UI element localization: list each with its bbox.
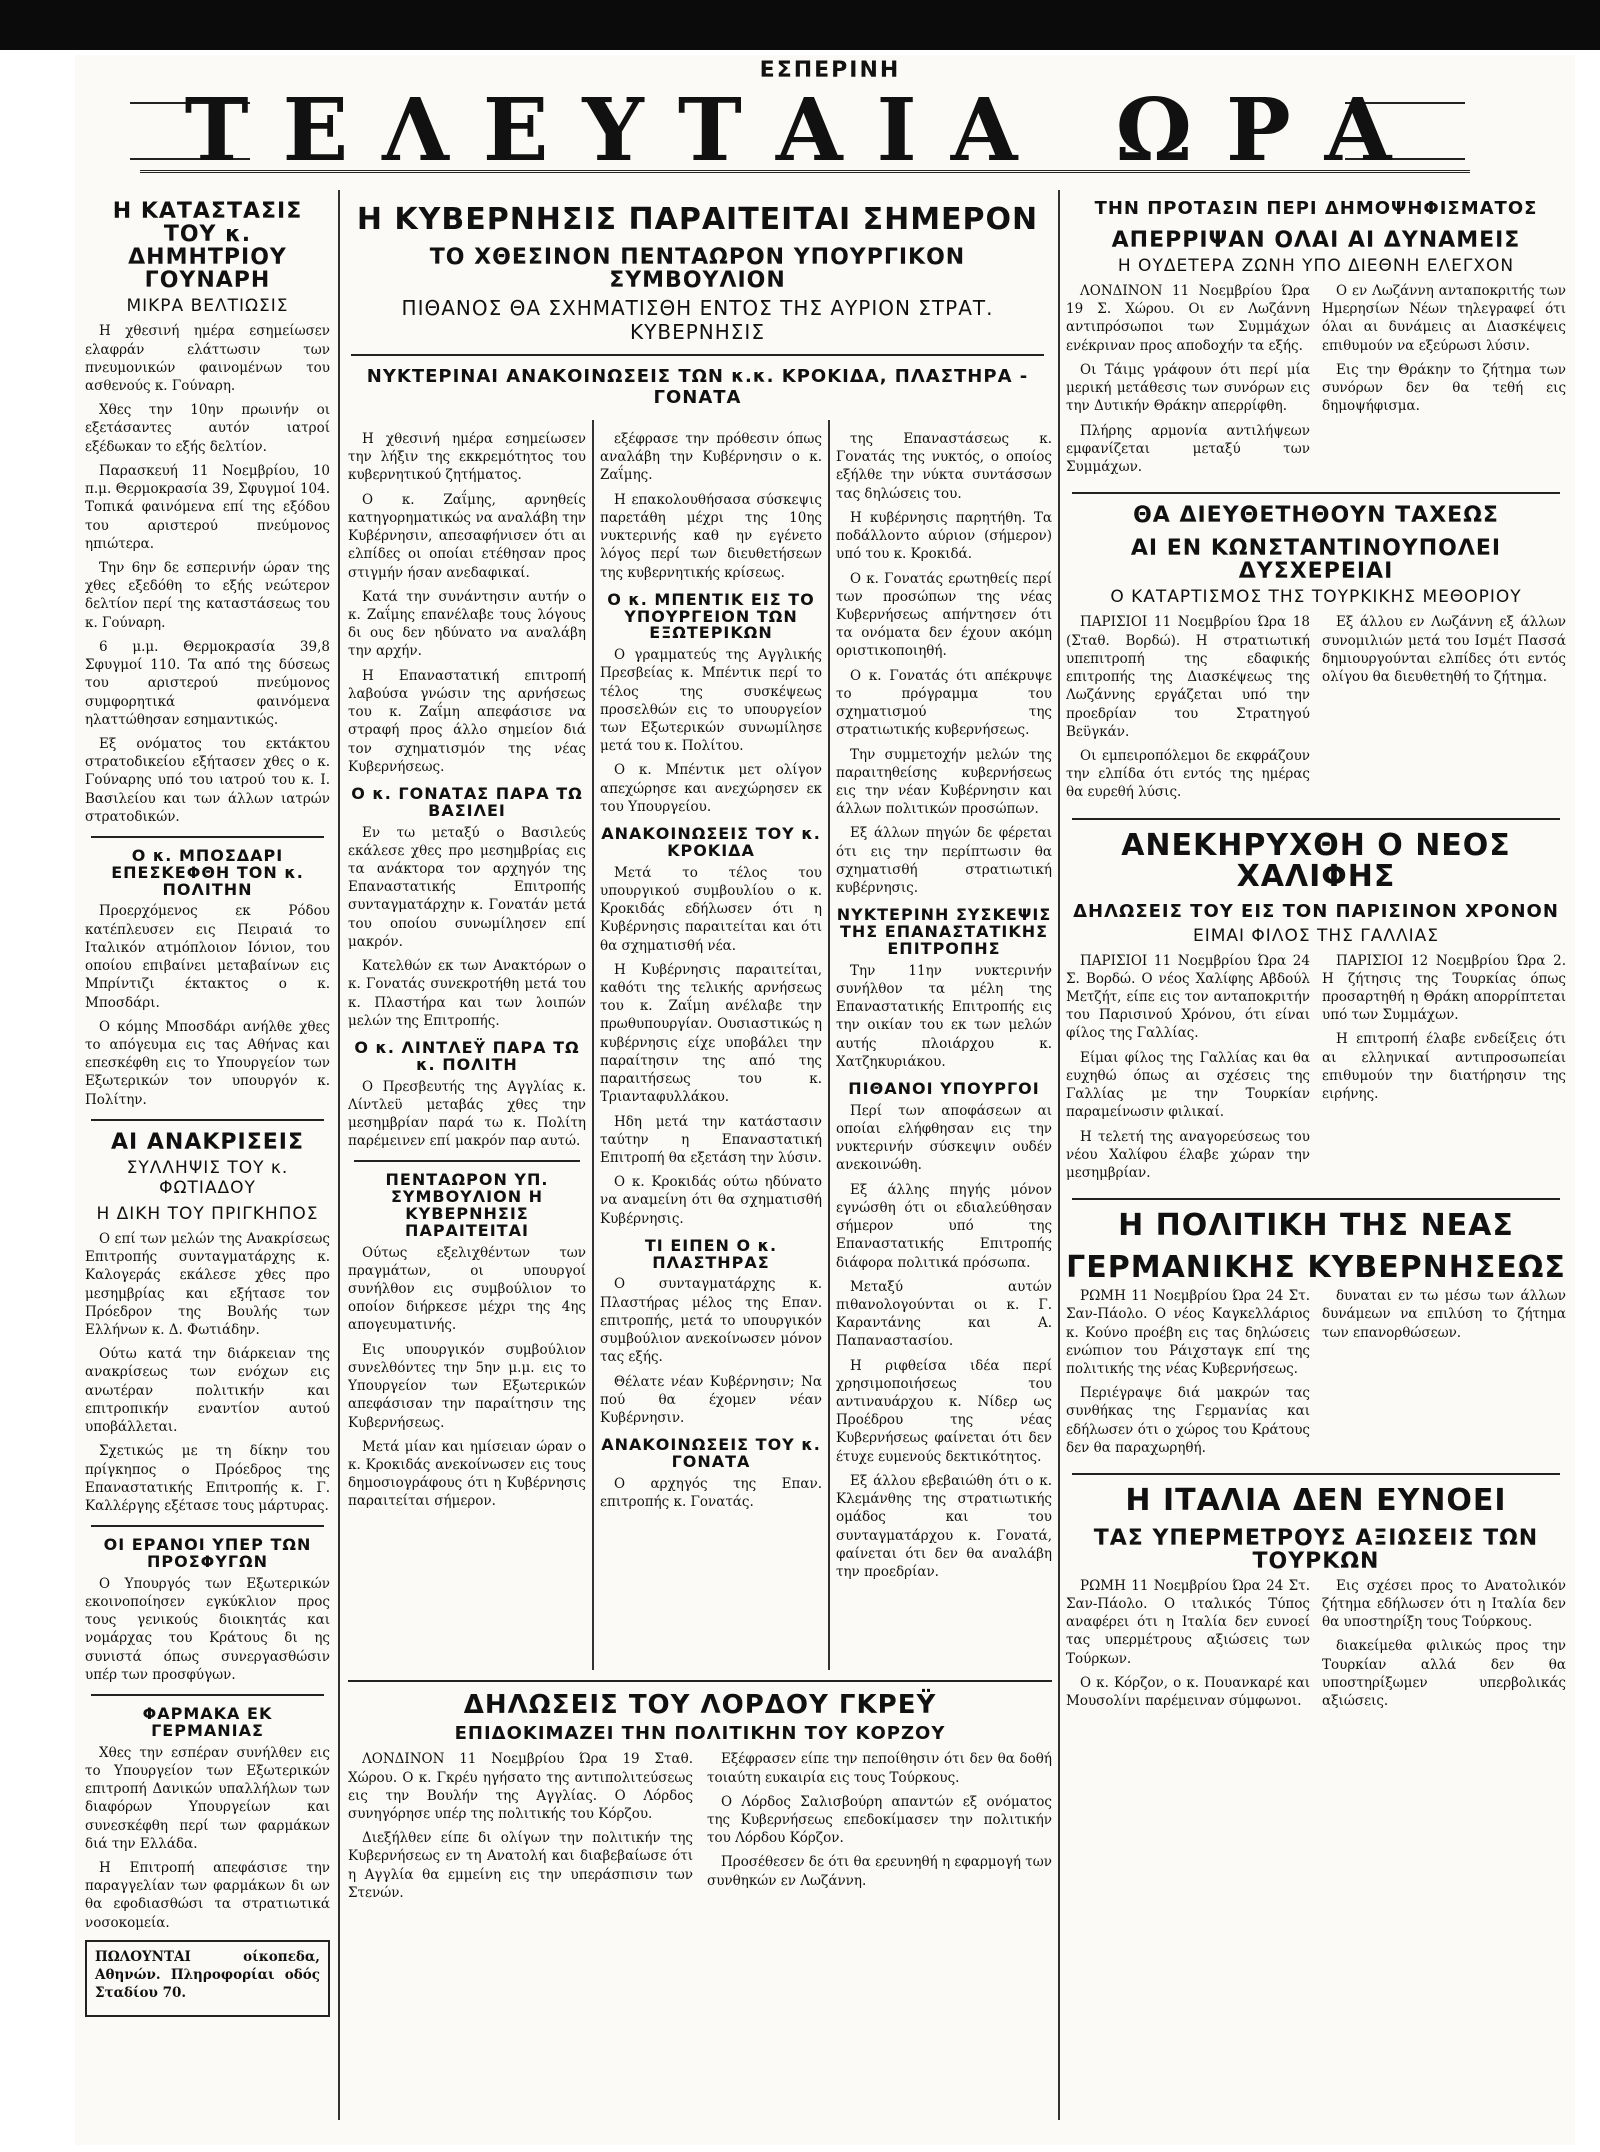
headline: ΓΕΡΜΑΝΙΚΗΣ ΚΥΒΕΡΝΗΣΕΩΣ	[1066, 1249, 1566, 1285]
headline: ΘΑ ΔΙΕΥΘΕΤΗΘΟΥΝ ΤΑΧΕΩΣ	[1133, 503, 1499, 529]
divider	[91, 1694, 324, 1696]
paragraph: Η κυβέρνησις παρητήθη. Τα ποδάλλοντο αύριον (σήμερον) υπό του κ. Κροκιδά.	[836, 509, 1052, 563]
paragraph: Προσέθεσεν δε ότι θα ερευνηθή η εφαρμογή των συνθηκών εν Λωζάννη.	[707, 1854, 1052, 1889]
story-column	[707, 1750, 1052, 1908]
column-left	[85, 190, 330, 2130]
paragraph: Εξ άλλου εβεβαιώθη ότι ο κ. Κλεμάνθης της στρατιωτικής ομάδος και του συνταγματάρχου κ. Γονατά, φαίνεται ότι δεν θα αναλάβη την προεδρίαν.	[836, 1472, 1052, 1580]
paragraph: Ο συνταγματάρχης κ. Πλαστήρας μέλος της Επαν. επιτροπής, μετά το υπουργικόν συμβούλιον ανεκοίνωσεν μόνον τας εξής.	[600, 1276, 822, 1366]
story-column	[1066, 613, 1310, 807]
paragraph: Ο αρχηγός της Επαν. επιτροπής κ. Γονατάς.	[600, 1475, 822, 1511]
paragraph: Ο κόμης Μποσδάρι ανήλθε χθες το απόγευμα εις τας Αθήνας και επεσκέφθη εις το Υπουργείον των Εξωτερικών τον υπουργόν κ. Πολίτην.	[85, 1018, 330, 1108]
paragraph: Η Κυβέρνησις παραιτείται, καθότι της τελικής αρνήσεως του κ. Ζαΐμη ανέλαβε την πρωθυπουργίαν. Ουσιαστικώς η κυβέρνησις είχε υποβάλει την παραίτησιν της από της παραιτήσεως του κ. Τριανταφυλλάκου.	[600, 961, 822, 1106]
paragraph: Ο κ. Κόρζον, ο κ. Πουανκαρέ και Μουσολίνι παρέμειναν σύμφωνοι.	[1066, 1674, 1310, 1710]
story-column	[1322, 282, 1566, 482]
lord-grey-story	[348, 1680, 1052, 2132]
column-rule	[338, 190, 340, 2120]
paragraph: Διεξήλθεν είπε δι ολίγων την πολιτικήν της Κυβερνήσεως εν τη Ανατολή και διαβεβαίωσε ότι η Αγγλία θα εμμείνη εις την υπεράσπισιν των Στενών.	[348, 1830, 693, 1901]
story-column	[348, 1750, 693, 1908]
paragraph: Εις σχέσει προς το Ανατολικόν ζήτημα εδήλωσεν ότι η Ιταλία δεν θα υποστηρίξη τους Τούρκους.	[1322, 1577, 1566, 1631]
story-columns	[1066, 1287, 1566, 1463]
column-rule	[828, 420, 830, 1670]
paragraph: Εξ άλλης πηγής μόνον εγνώσθη ότι οι εδιαλεύθησαν σήμερον υπό της Επαναστατικής Επιτροπής διάφορα πολιτικά πρόσωπα.	[836, 1181, 1052, 1271]
headline: Η ΚΑΤΑΣΤΑΣΙΣ ΤΟΥ κ. ΔΗΜΗΤΡΙΟΥ ΓΟΥΝΑΡΗ	[112, 199, 303, 294]
paragraph: Ο Υπουργός των Εξωτερικών εκοινοποίησεν εγκύκλιον προς τους γενικούς διοικητάς και νομάρχας του Κράτους δι ης συνιστά όπως συνεργασθώσιν υπέρ των προσφύγων.	[85, 1575, 330, 1683]
paragraph: Οι εμπειροπόλεμοι δε εκφράζουν την ελπίδα ότι εντός της ημέρας θα ευρεθή λύσις.	[1066, 747, 1310, 801]
column-rule	[592, 420, 594, 1670]
paragraph: Ο κ. Γονατάς ότι απέκρυψε το πρόγραμμα του σχηματισμού της στρατιωτικής κυβερνήσεως.	[836, 667, 1052, 739]
section-headline: ΝΥΚΤΕΡΙΝΑΙ ΑΝΑΚΟΙΝΩΣΕΙΣ ΤΩΝ κ.κ. ΚΡΟΚΙΔΑ, ΠΛΑΣΤΗΡΑ - ΓΟΝΑΤΑ	[366, 365, 1029, 408]
paragraph: διακείμεθα φιλικώς προς την Τουρκίαν αλλά δεν θα υποστηρίξωμεν υπερβολικάς αξιώσεις.	[1322, 1638, 1566, 1710]
paragraph: ΡΩΜΗ 11 Νοεμβρίου Ώρα 24 Στ. Σαν-Πάολο. Ο νέος Καγκελλάριος κ. Κούνο προέβη εις τας δηλώσεις ενώπιον του Ράιχσταγκ επί της πολιτικής της νέας Κυβερνήσεως.	[1066, 1288, 1310, 1378]
headline: Η ΠΟΛΙΤΙΚΗ ΤΗΣ ΝΕΑΣ	[1118, 1208, 1514, 1244]
story-column	[1066, 1287, 1310, 1463]
divider	[91, 836, 324, 838]
headline: ΑΙ ΑΝΑΚΡΙΣΕΙΣ	[111, 1129, 304, 1155]
paragraph: Χθες την 10ην πρωινήν οι εξετάσαντες αυτόν ιατροί εξέδωκαν το εξής δελτίον.	[85, 402, 330, 455]
paragraph: της Επαναστάσεως κ. Γονατάς της νυκτός, ο οποίος εξήλθε την νύκτα συντάσσων τας δηλώσεις του.	[836, 431, 1052, 502]
divider	[1072, 818, 1560, 820]
paragraph: Η Επαναστατική επιτροπή λαβούσα γνώσιν της αρνήσεως του κ. Ζαΐμη απεφάσισε να στραφή προς άλλο σημείον διά τον σχηματισμόν της νέας Κυβερνήσεως.	[348, 667, 586, 775]
paragraph: Ο επί των μελών της Ανακρίσεως Επιτροπής συνταγματάρχης κ. Καλογεράς εκάλεσε χθες προ μεσημβρίας και εξήτασε τον Πρόεδρον της Βουλής των Ελλήνων κ. Δ. Φωτιάδην.	[85, 1230, 330, 1339]
center-column-a	[348, 430, 586, 1670]
story-columns	[1066, 613, 1566, 807]
paragraph: Ούτως εξελιχθέντων των πραγμάτων, οι υπουργοί συνήλθον εις συμβούλιον το οποίον διήρκεσε μέχρι της 4ης απογευματινής.	[348, 1244, 586, 1334]
paragraph: ΛΟΝΔΙΝΟΝ 11 Νοεμβρίου Ώρα 19 Σταθ. Χώρου. Ο κ. Γκρέυ ηγήσατο της αντιπολιτεύσεως εις την Βουλήν της Αγγλίας. Ο Λόρδος συνηγόρησε υπέρ της πολιτικής του Κόρζου.	[348, 1751, 693, 1822]
classified-ad	[85, 1940, 330, 2017]
headline: Ο κ. ΛΙΝΤΛΕΫ ΠΑΡΑ ΤΩ κ. ΠΟΛΙΤΗ	[354, 1037, 580, 1074]
paragraph: Η τελετή της αναγορεύσεως του νέου Χαλίφου έλαβε χώραν την μεσημβρίαν.	[1066, 1128, 1310, 1181]
story-column	[1322, 1287, 1566, 1463]
center-column-b	[600, 430, 822, 1670]
paragraph: ΠΑΡΙΣΙΟΙ 11 Νοεμβρίου Ώρα 18 (Σταθ. Βορδώ). Η στρατιωτική υπεπιτροπή της εδαφικής επιτροπής της Διασκέψεως της Λωζάννης εργάζεται υπό την προεδρίαν του Στρατηγού Βεϋγκάν.	[1066, 614, 1310, 740]
story-column	[1066, 282, 1310, 482]
headline: ΑΠΕΡΡΙΨΑΝ ΟΛΑΙ ΑΙ ΔΥΝΑΜΕΙΣ	[1111, 227, 1521, 253]
paragraph: Εν τω μεταξύ ο Βασιλεύς εκάλεσε χθες προ μεσημβρίας εις τα ανάκτορα τον αρχηγόν της Επαναστατικής Επιτροπής συνταγματάρχην κ. Γονατάν μετά του οποίου συνωμίλησεν επί μακρόν.	[348, 824, 586, 950]
paragraph: Εξ άλλου εν Λωζάννη εξ άλλων συνομιλιών μετά του Ισμέτ Πασσά δημιουργούνται ελπίδες ότι εντός ολίγου θα διευθετηθή το ζήτημα.	[1322, 614, 1566, 686]
subheadline: ΣΥΛΛΗΨΙΣ ΤΟΥ κ. ΦΩΤΙΑΔΟΥ	[126, 1157, 289, 1198]
paragraph: Είμαι φίλος της Γαλλίας και θα ευχηθώ όπως αι σχέσεις της Γαλλίας με την Τουρκίαν παραμείνωσιν φιλικαί.	[1066, 1049, 1310, 1121]
paragraph: Ο κ. Γονατάς ερωτηθείς περί των προσώπων της νέας Κυβερνήσεως απήντησεν ότι τα ονόματα δεν έχουν ακόμη οριστικοποιηθή.	[836, 570, 1052, 660]
paragraph: Εξ άλλων πηγών δε φέρεται ότι εις την περίπτωσιν θα σχηματισθή στρατιωτική κυβέρνησις.	[836, 825, 1052, 897]
story-column	[1066, 952, 1310, 1189]
paragraph: Η επιτροπή έλαβε ενδείξεις ότι αι ελληνικαί αντιπροσωπείαι επιθυμούν την διατήρησιν της ειρήνης.	[1322, 1031, 1566, 1103]
paragraph: Την 6ην δε εσπερινήν ώραν της χθες εξεδόθη το εξής νεώτερον δελτίον περί της καταστάσεως του κ. Γούναρη.	[85, 560, 330, 631]
headline: ΠΕΝΤΑΩΡΟΝ ΥΠ. ΣΥΜΒΟΥΛΙΟΝ Η ΚΥΒΕΡΝΗΣΙΣ ΠΑΡΑΙΤΕΙΤΑΙ	[385, 1170, 549, 1240]
headline: ΦΑΡΜΑΚΑ ΕΚ ΓΕΡΜΑΝΙΑΣ	[142, 1704, 273, 1740]
headline: ΔΗΛΩΣΕΙΣ ΤΟΥ ΕΙΣ ΤΟΝ ΠΑΡΙΣΙΝΟΝ ΧΡΟΝΟΝ	[1073, 900, 1559, 922]
ad-text: ΠΩΛΟΥΝΤΑΙ οίκοπεδα, Αθηνών. Πληροφορίαι οδός Σταδίου 70.	[95, 1948, 320, 2002]
top-dark-border	[0, 0, 1600, 50]
paragraph: Εξέφρασεν είπε την πεποίθησιν ότι δεν θα δοθή τοιαύτη ευκαιρία εις τους Τούρκους.	[707, 1751, 1052, 1786]
story-column	[1066, 1577, 1310, 1717]
headline: Ο κ. ΜΠΟΣΔΑΡΙ ΕΠΕΣΚΕΦΘΗ ΤΟΝ κ. ΠΟΛΙΤΗΝ	[111, 846, 304, 899]
paragraph: Ο εν Λωζάννη ανταποκριτής των Ημερησίων Νέων τηλεγραφεί ότι όλαι αι δυνάμεις αι Διασκέψεις επιθυμούν να εξεύρωσι λύσιν.	[1322, 282, 1566, 354]
paragraph: Εξ ονόματος του εκτάκτου στρατοδικείου εξήτασεν χθες ο κ. Γούναρης υπό του ιατρού του κ. Ι. Βασιλείου και των άλλων ιατρών στρατοδικών.	[85, 735, 330, 825]
paragraph: Μεταξύ αυτών πιθανολογούνται οι κ. Γ. Καραντάνης και Α. Παπαναστασίου.	[836, 1278, 1052, 1350]
paragraph: Ηδη μετά την κατάστασιν ταύτην η Επαναστατική Επιτροπή θα εξετάση την λύσιν.	[600, 1113, 822, 1166]
story-columns	[348, 1750, 1052, 1908]
column-right	[1066, 190, 1566, 2130]
subheadline: Ο ΚΑΤΑΡΤΙΣΜΟΣ ΤΗΣ ΤΟΥΡΚΙΚΗΣ ΜΕΘΟΡΙΟΥ	[1110, 587, 1522, 608]
paragraph: Περί των αποφάσεων αι οποίαι ελήφθησαν εις την νυκτερινήν σύσκεψιν ουδέν ανεκοινώθη.	[836, 1102, 1052, 1174]
subheadline: ΜΙΚΡΑ ΒΕΛΤΙΩΣΙΣ	[126, 296, 289, 317]
lead-headline: Η ΚΥΒΕΡΝΗΣΙΣ ΠΑΡΑΙΤΕΙΤΑΙ ΣΗΜΕΡΟΝ	[356, 202, 1039, 237]
paragraph: Ο Λόρδος Σαλισβούρη απαντών εξ ονόματος της Κυβερνήσεως επεδοκίμασεν την πολιτικήν του Λόρδου Κόρζον.	[707, 1793, 1052, 1847]
headline: ΝΥΚΤΕΡΙΝΗ ΣΥΣΚΕΨΙΣ ΤΗΣ ΕΠΑΝΑΣΤΑΤΙΚΗΣ ΕΠΙΤΡΟΠΗΣ	[836, 905, 1052, 958]
divider	[1072, 492, 1560, 494]
headline: ΑΝΑΚΟΙΝΩΣΕΙΣ ΤΟΥ κ. ΓΟΝΑΤΑ	[601, 1435, 821, 1471]
paragraph: Εις υπουργικόν συμβούλιον συνελθόντες την 5ην μ.μ. εις το Υπουργείον των Εξωτερικών απεφάσισαν την παραίτησιν της Κυβερνήσεως.	[348, 1341, 586, 1431]
story-column	[1322, 613, 1566, 807]
paragraph: Η χθεσινή ημέρα εσημείωσεν την λήξιν της εκκρεμότητος του κυβερνητικού ζητήματος.	[348, 431, 586, 484]
lead-subdeck: ΠΙΘΑΝΟΣ ΘΑ ΣΧΗΜΑΤΙΣΘΗ ΕΝΤΟΣ ΤΗΣ ΑΥΡΙΟΝ ΣΤΡΑΤ. ΚΥΒΕΡΝΗΣΙΣ	[401, 295, 994, 344]
divider	[1072, 1473, 1560, 1475]
paragraph: Πλήρης αρμονία αντιλήψεων εμφανίζεται μεταξύ των Συμμάχων.	[1066, 422, 1310, 475]
divider	[351, 354, 1044, 356]
story-column	[1322, 1577, 1566, 1717]
lead-story-header	[345, 190, 1050, 414]
story-columns	[1066, 282, 1566, 482]
headline: ΤΑΣ ΥΠΕΡΜΕΤΡΟΥΣ ΑΞΙΩΣΕΙΣ ΤΩΝ ΤΟΥΡΚΩΝ	[1093, 1525, 1539, 1574]
headline: ΑΝΕΚΗΡΥΧΘΗ Ο ΝΕΟΣ ΧΑΛΙΦΗΣ	[1121, 827, 1511, 895]
paragraph: 6 μ.μ. Θερμοκρασία 39,8 Σφυγμοί 110. Τα από της δύσεως του αριστερού πνεύμονος συμφορητικά φαινόμενα ηλαττώθησαν εσημαντικώς.	[85, 638, 330, 728]
story-columns	[1066, 952, 1566, 1189]
center-column-c	[836, 430, 1052, 1670]
paragraph: Ο κ. Μπέντικ μετ ολίγον απεχώρησε και ανεχώρησεν εκ του Υπουργείου.	[600, 762, 822, 815]
subheadline: ΕΠΙΔΟΚΙΜΑΖΕΙ ΤΗΝ ΠΟΛΙΤΙΚΗΝ ΤΟΥ ΚΟΡΖΟΥ	[454, 1723, 946, 1745]
headline: ΔΗΛΩΣΕΙΣ ΤΟΥ ΛΟΡΔΟΥ ΓΚΡΕΫ	[463, 1690, 937, 1720]
paragraph: Οι Τάιμς γράφουν ότι περί μία μερική μετάθεσις των συνόρων εις την Δυτικήν Θράκην απερρίφθη.	[1066, 361, 1310, 415]
paragraph: Περιέγραψε διά μακρών τας συνθήκας της Γερμανίας και εδήλωσεν ότι ο χώρος του Κράτους δεν θα παραχωρηθή.	[1066, 1385, 1310, 1456]
paragraph: δυναται εν τω μέσω των άλλων δυνάμεων να επιλύση το ζήτημα των επανορθώσεων.	[1322, 1288, 1566, 1341]
paragraph: Χθες την εσπέραν συνήλθεν εις το Υπουργείον των Εξωτερικών επιτροπή Δανικών υπαλλήλων των διαφόρων Υπουργείων και συνεσκέφθη περί των φαρμάκων διά την Ελλάδα.	[85, 1744, 330, 1852]
headline: ΑΝΑΚΟΙΝΩΣΕΙΣ ΤΟΥ κ. ΚΡΟΚΙΔΑ	[601, 824, 821, 860]
paragraph: Ούτω κατά την διάρκειαν της ανακρίσεως των ενόχων εις ανωτέραν πολιτικήν και επιτροπικήν εναντίον αυτού υποβάλλεται.	[85, 1346, 330, 1436]
headline: ΠΙΘΑΝΟΙ ΥΠΟΥΡΓΟΙ	[848, 1078, 1040, 1098]
headline: ΤΙ ΕΙΠΕΝ Ο κ. ΠΛΑΣΤΗΡΑΣ	[644, 1235, 778, 1272]
paragraph: εξέφρασε την πρόθεσιν όπως αναλάβη την Κυβέρνησιν ο κ. Ζαΐμης.	[600, 431, 822, 484]
headline: ΟΙ ΕΡΑΝΟΙ ΥΠΕΡ ΤΩΝ ΠΡΟΣΦΥΓΩΝ	[103, 1535, 312, 1572]
subheadline: Η ΔΙΚΗ ΤΟΥ ΠΡΙΓΚΗΠΟΣ	[96, 1203, 319, 1224]
paragraph: Κατελθών εκ των Ανακτόρων ο κ. Γονατάς συνεκροτήθη μετά του κ. Πλαστήρα και των λοιπών μελών της Επιτροπής.	[348, 958, 586, 1029]
paragraph: ΠΑΡΙΣΙΟΙ 12 Νοεμβρίου Ώρα 2. Η ζήτησις της Τουρκίας όπως προσαρτηθή η Θράκη απορρίπτεται υπό των Συμμάχων.	[1322, 952, 1566, 1024]
column-rule	[1058, 190, 1060, 2120]
paragraph: ΠΑΡΙΣΙΟΙ 11 Νοεμβρίου Ώρα 24 Σ. Βορδώ. Ο νέος Χαλίφης Αβδούλ Μετζήτ, είπε εις τον ανταποκριτήν του Παρισινού Χρόνου, ότι είναι φίλος της Γαλλίας.	[1066, 952, 1310, 1042]
paragraph: ΛΟΝΔΙΝΟΝ 11 Νοεμβρίου Ώρα 19 Σ. Χώρου. Οι εν Λωζάννη αντιπρόσωποι των Συμμάχων ενέκριναν προς αποδοχήν τα εξής.	[1066, 282, 1310, 354]
divider	[1072, 1198, 1560, 1200]
divider	[91, 1119, 324, 1121]
paragraph: Μετά μίαν και ημίσειαν ώραν ο κ. Κροκιδάς ανεκοίνωσεν εις τους δημοσιογράφους ότι η Κυβέρνησις παραιτείται σήμερον.	[348, 1438, 586, 1510]
paragraph: Ο Πρεσβευτής της Αγγλίας κ. Λίντλεϋ μεταβάς χθες την μεσημβρίαν παρά τω κ. Πολίτη παρέμεινεν επί μακρόν παρ αυτώ.	[348, 1078, 586, 1150]
divider	[354, 1160, 580, 1162]
paragraph: Η χθεσινή ημέρα εσημείωσεν ελαφράν ελάττωσιν των πνευμονικών φαινομένων του ασθενούς κ. Γούναρη.	[85, 323, 330, 395]
paragraph: Θέλατε νέαν Κυβέρνησιν; Να πού θα έχομεν νέαν Κυβέρνησιν.	[600, 1373, 822, 1426]
paragraph: Την 11ην νυκτερινήν συνήλθον τα μέλη της Επαναστατικής Επιτροπής εις την οικίαν του εκ των μελών αυτής πλοιάρχου κ. Χατζηκυριάκου.	[836, 962, 1052, 1070]
headline: ΑΙ ΕΝ ΚΩΝΣΤΑΝΤΙΝΟΥΠΟΛΕΙ ΔΥΣΧΕΡΕΙΑΙ	[1130, 536, 1502, 585]
paragraph: Κατά την συνάντησιν αυτήν ο κ. Ζαΐμης επανέλαβε τους λόγους δι ους δεν ηδύνατο να αναλάβη την αρχήν.	[348, 588, 586, 660]
subheadline: ΕΙΜΑΙ ΦΙΛΟΣ ΤΗΣ ΓΑΛΛΙΑΣ	[1192, 925, 1440, 946]
story-columns	[1066, 1577, 1566, 1717]
headline: Η ΙΤΑΛΙΑ ΔΕΝ ΕΥΝΟΕΙ	[1125, 1483, 1507, 1519]
paragraph: Η Επιτροπή απεφάσισε την παραγγελίαν των φαρμάκων δι ων θα εφοδιασθώσι τα στρατιωτικά νοσοκομεία.	[85, 1860, 330, 1931]
headline: Ο κ. ΜΠΕΝΤΙΚ ΕΙΣ ΤΟ ΥΠΟΥΡΓΕΙΟΝ ΤΩΝ ΕΞΩΤΕΡΙΚΩΝ	[607, 589, 815, 643]
headline: ΤΗΝ ΠΡΟΤΑΣΙΝ ΠΕΡΙ ΔΗΜΟΨΗΦΙΣΜΑΤΟΣ	[1094, 198, 1538, 219]
paragraph: Ο γραμματεύς της Αγγλικής Πρεσβείας κ. Μπέντικ περί το τέλος της συσκέψεως προσελθών εις το υπουργείον των Εξωτερικών συνωμίλησε μετά του κ. Πολίτου.	[600, 647, 822, 755]
paragraph: Ο κ. Κροκιδάς ούτω ηδύνατο να αναμείνη ότι θα σχηματισθή Κυβέρνησις.	[600, 1174, 822, 1227]
divider	[91, 1525, 324, 1527]
paragraph: Την συμμετοχήν μελών της παραιτηθείσης κυβερνήσεως εις την νέαν Κυβέρνησιν και άλλων πολιτικών προσώπων.	[836, 746, 1052, 818]
paragraph: Μετά το τέλος του υπουργικού συμβουλίου ο κ. Κροκιδάς εδήλωσεν ότι η Κυβέρνησις παραιτείται και ότι θα σχηματισθή νέα.	[600, 864, 822, 954]
headline: Ο κ. ΓΟΝΑΤΑΣ ΠΑΡΑ ΤΩ ΒΑΣΙΛΕΙ	[351, 783, 583, 820]
paragraph: Σχετικώς με τη δίκην του πρίγκηπος ο Πρόεδρος της Επαναστατικής Επιτροπής κ. Γ. Καλλέργης εξέτασε τους μάρτυρας.	[85, 1443, 330, 1515]
paragraph: Ο κ. Ζαΐμης, αρνηθείς κατηγορηματικώς να αναλάβη την Κυβέρνησιν, απεσαφήνισεν ότι αι ελπίδες οι οποίαι ετέθησαν προς στιγμήν ήσαν ανεδαφικαί.	[348, 491, 586, 581]
paragraph: Παρασκευή 11 Νοεμβρίου, 10 π.μ. Θερμοκρασία 39, Σφυγμοί 104. Τοπικά φαινόμενα επί της εξόδου του αριστερού πνεύμονος ηπιώτερα.	[85, 462, 330, 552]
paragraph: Προερχόμενος εκ Ρόδου κατέπλευσεν εις Πειραιά το Ιταλικόν ατμόπλοιον Ιόνιον, του οποίου επιβαίνει μεταβαίνων εις Μπρίντιζι έκτακτος ο κ. Μποσδάρι.	[85, 903, 330, 1011]
paragraph: Η επακολουθήσασα σύσκεψις παρετάθη μέχρι της 10ης νυκτερινής καθ ην εγένετο λόγος περί των διευθετήσεων της κυβερνητικής κρίσεως.	[600, 491, 822, 581]
subheadline: Η ΟΥΔΕΤΕΡΑ ΖΩΝΗ ΥΠΟ ΔΙΕΘΝΗ ΕΛΕΓΧΟΝ	[1117, 255, 1515, 276]
lead-deck: ΤΟ ΧΘΕΣΙΝΟΝ ΠΕΝΤΑΩΡΟΝ ΥΠΟΥΡΓΙΚΟΝ ΣΥΜΒΟΥΛΙΟΝ	[429, 244, 966, 293]
section-title: ΤΕΛΕΥΤΑΙΑ ΩΡΑ	[140, 90, 1470, 173]
paragraph: ΡΩΜΗ 11 Νοεμβρίου Ώρα 24 Στ. Σαν-Πάολο. Ο ιταλικός Τύπος αναφέρει ότι η Ιταλία δεν ευνοεί τας υπερμέτρους αξιώσεις των Τούρκων.	[1066, 1577, 1310, 1667]
newspaper-name: ΕΣΠΕΡΙΝΗ	[759, 58, 901, 83]
story-column	[1322, 952, 1566, 1189]
paragraph: Η ριφθείσα ιδέα περί χρησιμοποιήσεως του αντιναυάρχου κ. Νίδερ ως Προέδρου της νέας Κυβερνήσεως φαίνεται ότι δεν έτυχε ευμενούς δεκτικότητος.	[836, 1357, 1052, 1465]
paragraph: Εις την Θράκην το ζήτημα των συνόρων δεν θα τεθή εις δημοψήφισμα.	[1322, 361, 1566, 415]
